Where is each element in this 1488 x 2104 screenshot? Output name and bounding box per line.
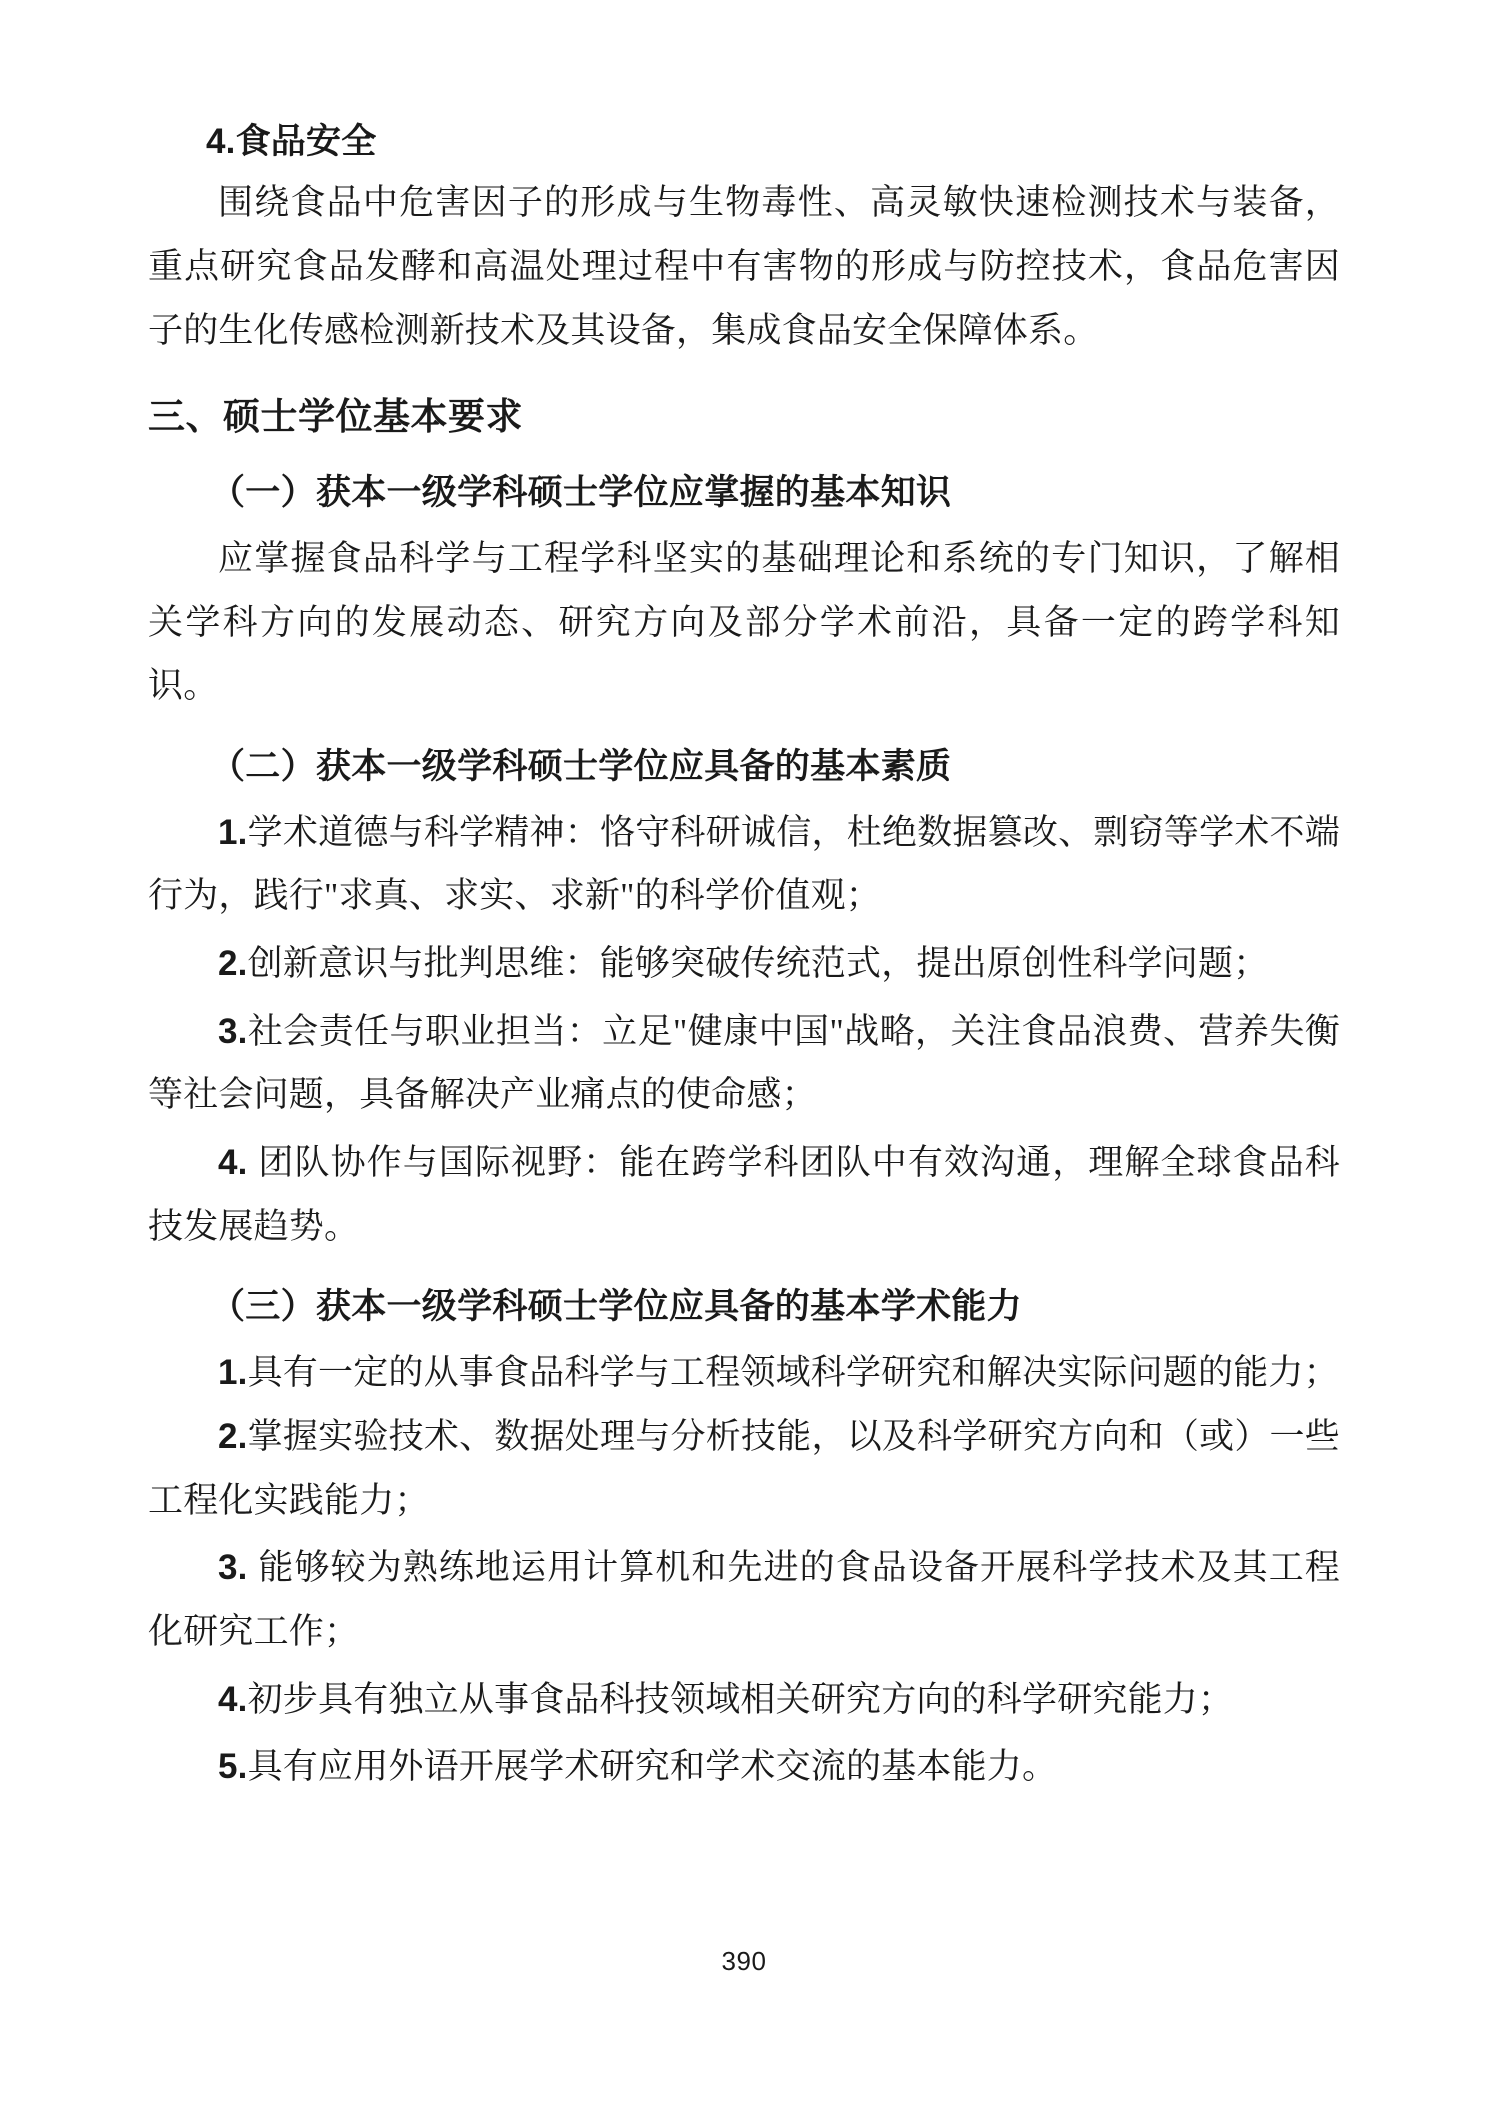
list-item-ability-4 — [148, 1668, 1340, 1732]
paragraph-subsection-1-body: 应掌握食品科学与工程学科坚实的基础理论和系统的专门知识，了解相关学科方向的发展动态、研究方向及部分学术前沿，具备一定的跨学科知识。 — [148, 538, 1340, 706]
list-item-ability-2 — [148, 1405, 1340, 1532]
heading-subsection-2: （二）获本一级学科硕士学位应具备的基本素质 — [210, 746, 952, 786]
heading-master-requirements: 三、硕士学位基本要求 — [148, 397, 523, 439]
heading-food-safety-text: 食品安全 — [235, 122, 377, 161]
list-item-quality-4-number: 4. — [218, 1143, 259, 1183]
list-item-ability-4-text: 初步具有独立从事食品科技领域相关研究方向的科学研究能力； — [247, 1679, 1234, 1719]
page-number: 390 — [721, 1946, 767, 1976]
list-item-ability-5-number: 5. — [218, 1747, 248, 1787]
list-item-ability-4-number: 4. — [218, 1679, 248, 1719]
heading-subsection-3: （三）获本一级学科硕士学位应具备的基本学术能力 — [210, 1287, 1022, 1327]
list-item-quality-4 — [148, 1131, 1340, 1258]
list-item-ability-1-text: 具有一定的从事食品科学与工程领域科学研究和解决实际问题的能力； — [247, 1353, 1339, 1393]
list-item-quality-2-text: 创新意识与批判思维：能够突破传统范式，提出原创性科学问题； — [247, 944, 1269, 984]
list-item-quality-3 — [148, 1000, 1340, 1127]
list-item-ability-3-number: 3. — [218, 1548, 259, 1588]
list-item-quality-1-number: 1. — [218, 812, 248, 852]
list-item-quality-3-number: 3. — [218, 1011, 248, 1051]
page-content — [148, 118, 1340, 1803]
heading-food-safety — [148, 118, 1340, 165]
list-item-quality-4-text: 团队协作与国际视野：能在跨学科团队中有效沟通，理解全球食品科技发展趋势。 — [148, 1143, 1340, 1246]
heading-subsection-1: （一）获本一级学科硕士学位应掌握的基本知识 — [210, 473, 952, 513]
list-item-ability-3 — [148, 1536, 1340, 1663]
list-item-quality-3-text: 社会责任与职业担当：立足"健康中国"战略，关注食品浪费、营养失衡等社会问题，具备解决产业痛点的使命感； — [148, 1011, 1340, 1115]
list-item-ability-2-number: 2. — [218, 1416, 248, 1456]
list-item-ability-2-text: 掌握实验技术、数据处理与分析技能，以及科学研究方向和（或）一些工程化实践能力； — [148, 1416, 1340, 1520]
list-item-ability-1 — [148, 1341, 1340, 1405]
list-item-quality-1-text: 学术道德与科学精神：恪守科研诚信，杜绝数据篡改、剽窃等学术不端行为，践行"求真、求实、求新"的科学价值观； — [148, 812, 1340, 916]
list-item-quality-1 — [148, 801, 1340, 928]
heading-food-safety-number: 4. — [206, 122, 236, 161]
list-item-quality-2 — [148, 932, 1340, 996]
paragraph-food-safety-body: 围绕食品中危害因子的形成与生物毒性、高灵敏快速检测技术与装备，重点研究食品发酵和高温处理过程中有害物的形成与防控技术，食品危害因子的生化传感检测新技术及其设备，集成食品安全保障体系。 — [148, 183, 1340, 350]
list-item-ability-3-text: 能够较为熟练地运用计算机和先进的食品设备开展科学技术及其工程化研究工作； — [148, 1548, 1340, 1651]
list-item-ability-5 — [148, 1735, 1340, 1799]
list-item-quality-2-number: 2. — [218, 944, 248, 984]
list-item-ability-5-text: 具有应用外语开展学术研究和学术交流的基本能力。 — [247, 1747, 1058, 1787]
list-item-ability-1-number: 1. — [218, 1353, 248, 1393]
